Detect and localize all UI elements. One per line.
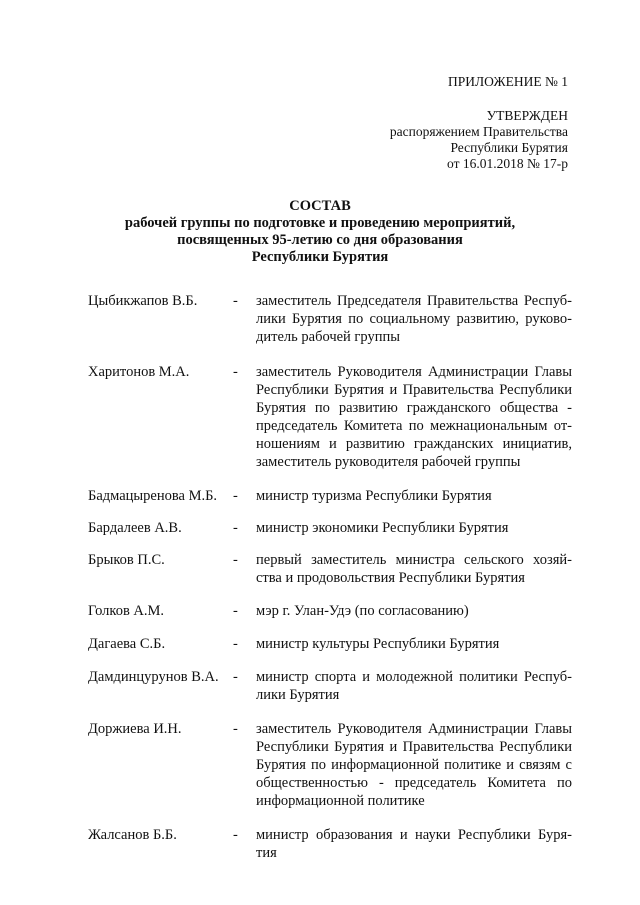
appendix-label: ПРИЛОЖЕНИЕ № 1: [447, 74, 568, 89]
member-name: Цыбикжапов В.Б.: [88, 293, 198, 309]
member-name: Бардалеев А.В.: [88, 520, 182, 536]
member-role-line: заместитель Председателя Правительства Респуб-: [256, 293, 572, 309]
members-list: [88, 292, 588, 862]
member-role: [256, 602, 572, 620]
approved-label: УТВЕРЖДЕН: [486, 108, 568, 123]
member-name: Жалсанов Б.Б.: [88, 827, 177, 843]
member-row: [88, 826, 588, 862]
member-role-line: министр туризма Республики Бурятия: [256, 488, 492, 504]
title-line-2: рабочей группы по подготовке и проведению мероприятий,: [124, 215, 516, 231]
member-dash: -: [233, 721, 238, 737]
title-line-3: посвященных 95-летию со дня образования: [177, 232, 463, 248]
member-name: Голков А.М.: [88, 603, 165, 619]
member-row: [88, 551, 588, 587]
member-dash: -: [233, 520, 238, 536]
member-role: [256, 487, 572, 505]
approved-republic: Республики Бурятия: [450, 140, 568, 155]
member-role-line: заместитель Руководителя Администрации Главы: [256, 721, 572, 737]
member-name: Харитонов М.А.: [88, 364, 190, 380]
member-role-line: первый заместитель министра сельского хозяй-: [256, 552, 572, 568]
member-role: [256, 363, 572, 471]
member-name: Дамдинцурунов В.А.: [88, 669, 219, 685]
member-row: [88, 519, 588, 537]
member-role-line: Республики Бурятия и Правительства Республики: [256, 739, 572, 755]
member-row: [88, 292, 588, 346]
member-role: [256, 292, 572, 346]
member-role-line: Бурятия по развитию гражданского общества -: [256, 400, 572, 416]
member-role-line: мэр г. Улан-Удэ (по согласованию): [256, 603, 469, 619]
member-role: [256, 551, 572, 587]
member-role-line: информационной политике: [256, 793, 425, 809]
member-role: [256, 720, 572, 810]
member-dash: -: [233, 636, 238, 652]
title-line-4: Республики Бурятия: [251, 249, 389, 265]
member-role-line: Республики Бурятия и Правительства Республики: [256, 382, 572, 398]
member-role-line: заместитель Руководителя Администрации Главы: [256, 364, 572, 380]
member-role-line: министр спорта и молодежной политики Респуб-: [256, 669, 572, 685]
member-name: Доржиева И.Н.: [88, 721, 182, 737]
member-role: [256, 519, 572, 537]
member-dash: -: [233, 364, 238, 380]
member-row: [88, 668, 588, 704]
member-role-line: министр культуры Республики Бурятия: [256, 636, 500, 652]
member-role-line: министр образования и науки Республики Буря-: [256, 827, 572, 843]
member-role-line: дитель рабочей группы: [256, 329, 400, 345]
member-role-line: ношениям и развитию гражданских инициатив,: [256, 436, 572, 452]
member-role-line: заместитель руководителя рабочей группы: [256, 454, 521, 470]
member-dash: -: [233, 488, 238, 504]
member-row: [88, 635, 588, 653]
document-title: [60, 198, 580, 266]
member-name: Бадмацыренова М.Б.: [88, 488, 218, 504]
member-dash: -: [233, 669, 238, 685]
approval-block: [390, 108, 568, 172]
approved-by-order: распоряжением Правительства: [389, 124, 568, 139]
member-role-line: Бурятия по информационной политике и связям с: [256, 757, 572, 773]
member-row: [88, 720, 588, 810]
member-role: [256, 668, 572, 704]
member-dash: -: [233, 552, 238, 568]
member-name: Дагаева С.Б.: [88, 636, 166, 652]
member-dash: -: [233, 293, 238, 309]
member-role-line: лики Бурятия по социальному развитию, руково-: [256, 311, 572, 327]
member-role: [256, 635, 572, 653]
member-row: [88, 487, 588, 505]
member-row: [88, 602, 588, 620]
approved-date-number: от 16.01.2018 № 17-р: [447, 156, 568, 171]
member-role-line: председатель Комитета по межнациональным от-: [256, 418, 572, 434]
member-role-line: лики Бурятия: [256, 687, 340, 703]
member-role-line: министр экономики Республики Бурятия: [256, 520, 509, 536]
member-row: [88, 363, 588, 471]
member-role-line: тия: [256, 845, 277, 861]
member-role: [256, 826, 572, 862]
title-line-1: СОСТАВ: [289, 198, 351, 214]
member-role-line: ства и продовольствия Республики Бурятия: [256, 570, 525, 586]
member-dash: -: [233, 603, 238, 619]
member-role-line: общественностью - председатель Комитета по: [256, 775, 572, 791]
member-name: Брыков П.С.: [88, 552, 165, 568]
member-dash: -: [233, 827, 238, 843]
